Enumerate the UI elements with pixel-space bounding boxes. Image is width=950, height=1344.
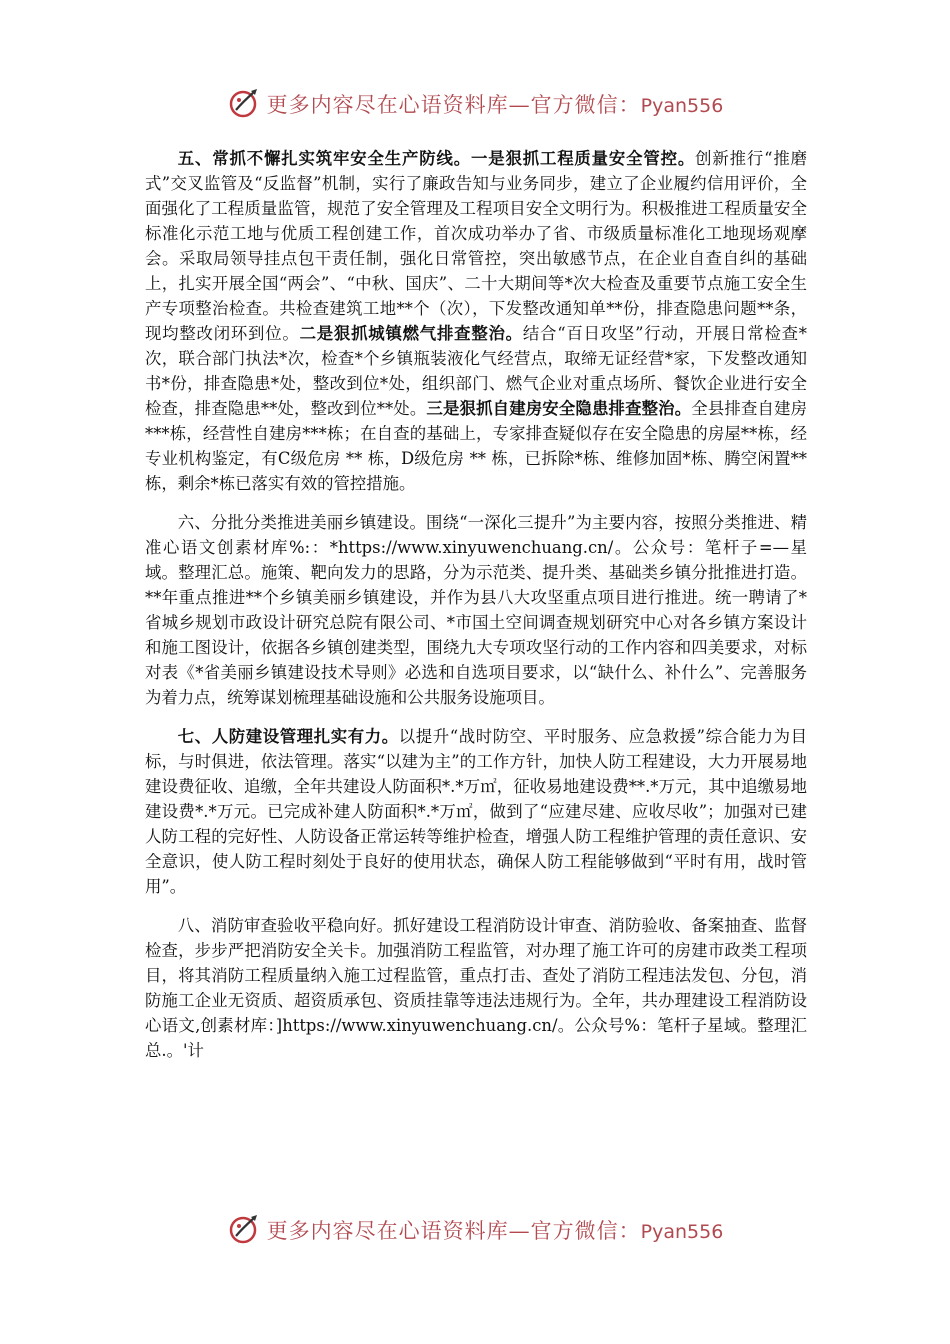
paragraph-text: 全县排查自建房***栋，经营性自建房***栋；在自查的基础上，专家排查疑似存在安全隐患的房屋**栋，经专业机构鉴定，有C级危房 ** 栋，D级危房 ** 栋，已拆除*栋、维修加固*栋、腾空闲置**栋，剩余*栋已落实有效的管控措施。	[145, 399, 808, 493]
paragraph	[145, 913, 807, 1063]
watermark-text: 更多内容尽在心语资料库—官方微信：Pyan556	[266, 1219, 724, 1243]
paragraph	[145, 510, 807, 710]
paragraph-heading: 二是狠抓城镇燃气排查整治。	[299, 324, 523, 343]
paragraph-heading: 五、常抓不懈扎实筑牢安全生产防线。	[177, 149, 471, 168]
paragraph-text: 结合“百日攻坚”行动，开展日常检查*次，联合部门执法*次，检查*个乡镇瓶装液化气经营点，取缔无证经营*家，下发整改通知书*份，排查隐患*处，整改到位*处，组织部门、燃气企业对重点场所、餐饮企业进行安全检查，排查隐患**处，整改到位**处。	[145, 324, 808, 418]
paragraph-text: 以提升“战时防空、平时服务、应急救援”综合能力为目标，与时俱进，依法管理。落实“以建为主”的工作方针，加快人防工程建设，大力开展易地建设费征收、追缴，全年共建设人防面积*.*万㎡，征收易地建设费**.*万元，其中追缴易地建设费*.*万元。已完成补建人防面积*.*万㎡，做到了“应建尽建、应收尽收”；加强对已建人防工程的完好性、人防设备正常运转等维护检查，增强人防工程维护管理的责任意识、安全意识，使人防工程时刻处于良好的使用状态，确保人防工程能够做到“平时有用，战时管用”。	[145, 727, 808, 896]
paragraph-heading: 七、人防建设管理扎实有力。	[177, 727, 399, 746]
footer-watermark-banner	[0, 1210, 950, 1250]
paragraph	[145, 724, 807, 899]
brand-logo-icon	[227, 1212, 263, 1248]
paragraph-heading: 一是狠抓工程质量安全管控。	[470, 149, 696, 168]
paragraph	[145, 146, 807, 496]
watermark-text: 更多内容尽在心语资料库—官方微信：Pyan556	[266, 93, 724, 117]
paragraph-heading: 三是狠抓自建房安全隐患排查整治。	[426, 399, 692, 418]
paragraph-text: 六、分批分类推进美丽乡镇建设。围绕“一深化三提升”为主要内容，按照分类推进、精准心语文创素材库%:：*https://www.xinyuwenchuang.cn/。公众号：笔杆子=—星域。整理汇总。施策、靶向发力的思路，分为示范类、提升类、基础类乡镇分批推进打造。**年重点推进**个乡镇美丽乡镇建设，并作为县八大攻坚重点项目进行推进。统一聘请了*省城乡规划市政设计研究总院有限公司、*市国土空间调查规划研究中心对各乡镇方案设计和施工图设计，依据各乡镇创建类型，围绕九大专项攻坚行动的工作内容和四美要求，对标对表《*省美丽乡镇建设技术导则》必选和自选项目要求，以“缺什么、补什么”、完善服务为着力点，统筹谋划梳理基础设施和公共服务设施项目。	[145, 513, 807, 707]
paragraph-text: 八、消防审查验收平稳向好。抓好建设工程消防设计审查、消防验收、备案抽查、监督检查，步步严把消防安全关卡。加强消防工程监管，对办理了施工许可的房建市政类工程项目，将其消防工程质量纳入施工过程监管，重点打击、查处了消防工程违法发包、分包，消防施工企业无资质、超资质承包、资质挂靠等违法违规行为。全年，共办理建设工程消防设心语文,创素材库：]https://www.xinyuwenchuang.cn/。公众号%：笔杆子星域。整理汇总.。'计	[145, 916, 807, 1060]
paragraph-text: 创新推行“推磨式”交叉监管及“反监督”机制，实行了廉政告知与业务同步，建立了企业履约信用评价，全面强化了工程质量监管，规范了安全管理及工程项目安全文明行为。积极推进工程质量安全标准化示范工地与优质工程创建工作，首次成功举办了省、市级质量标准化工地现场观摩会。采取局领导挂点包干责任制，强化日常管控，突出敏感节点，在企业自查自纠的基础上，扎实开展全国“两会”、“中秋、国庆”、二十大期间等*次大检查及重要节点施工安全生产专项整治检查。共检查建筑工地**个（次），下发整改通知单**份，排查隐患问题**条，现均整改闭环到位。	[145, 149, 808, 343]
header-watermark-banner	[0, 84, 950, 124]
brand-logo-icon	[227, 86, 263, 122]
document-body	[145, 146, 807, 1077]
